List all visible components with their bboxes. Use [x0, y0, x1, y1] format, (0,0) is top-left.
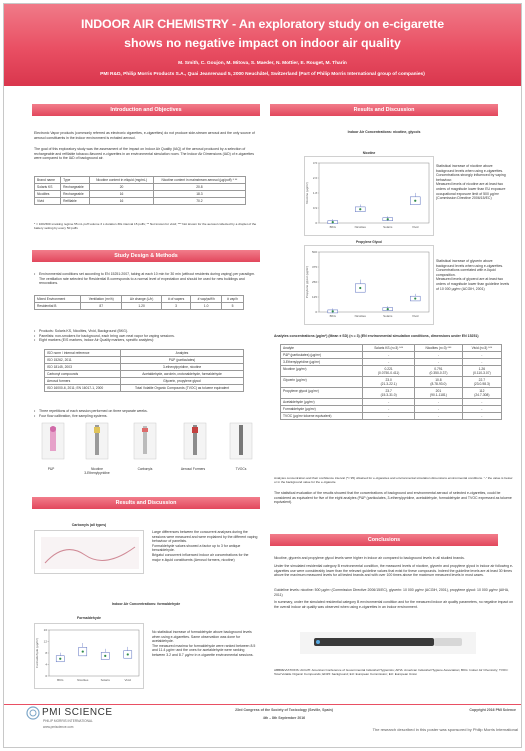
carbonyls-figure [34, 530, 144, 574]
conference-line-1: 23rd Congress of the Society of Toxicology (Seville, Spain) [235, 708, 333, 712]
table-row [281, 413, 502, 420]
authors: M. Smith, C. Goujon, M. Mitova, S. Maeder, N. Mottier, E. Rouget, M. Tharin [178, 61, 347, 66]
table-cell: 18.3 [153, 191, 245, 198]
table-cell: Refillable [61, 198, 90, 205]
figure-title-formaldehyde: Formaldehyde [77, 616, 101, 620]
poster-title-line1: INDOOR AIR CHEMISTRY - An exploratory study on e-cigarette [81, 17, 444, 31]
abbreviations: ABBREVIATIONS: ACGIH: American Conference of Governmental Industrial Hygienists; AIHA: American Industrial Hygiene Association; BKG: Indoor Air Chemistry; TVOC: Total Volatile Organic Compounds; EN15: background; EU: European Commission; EU: European Union [274, 668, 509, 677]
y-tick-label: 0 [315, 310, 317, 314]
table-header: # vap/puff/h [191, 296, 222, 303]
table-cell: - [363, 359, 415, 366]
table-cell: 20.8 [153, 184, 245, 191]
table-cell: - [462, 413, 501, 420]
table-cell: 1.0 [191, 303, 222, 310]
list-item: • Products: Solaris KS, Nicolites, Vivid, Background (BKG). [34, 329, 258, 334]
table-cell: Nicolites [35, 191, 61, 198]
products-table [34, 176, 246, 205]
table-header: ISO norm / internal reference [45, 350, 121, 357]
device-caption: P&P [47, 467, 55, 471]
ventilation-table [34, 295, 244, 310]
section-heading-intro: Introduction and Objectives [32, 104, 260, 116]
intro-paragraph-2: The goal of this exploratory study was the assessment of the impact on Indoor Air Quality (IAQ) of the aerosol produced by a selection of rechargeable and refillable tobacco-flavored e-cigarettes in an environmental simulation room. The Indoor Air Dimensions (IAD) of e-cigarettes were compared to the IAD of background air. [34, 147, 254, 161]
device-caption: Carbonyls [137, 467, 153, 471]
affiliation: PMI R&D, Philip Morris Products S.A., Quai Jeanrenaud 5, 2000 Neuchâtel, Switzerland (Part of Philip Morris International group of companies) [100, 72, 425, 77]
conference-line-2: 4th – 8th September 2016 [262, 716, 306, 720]
table-cell: Vivid [35, 198, 61, 205]
pmi-logo-subtitle: PHILIP MORRIS INTERNATIONAL [43, 719, 93, 723]
table-cell: ISO 16000-6, 2011; EN 16017-1, 2000 [45, 385, 121, 392]
formaldehyde-chart [34, 623, 144, 689]
table-header: Brand name [35, 177, 61, 184]
conclusion-4: In summary, under the simulated residential category B environmental condition and for the measured indoor air quality parameters, no negative impact on the overall indoor air quality was observed when using e-cigarettes in an indoor environment. [274, 600, 514, 609]
y-tick-label: 2.6 [312, 176, 317, 180]
device-photo-pp [42, 423, 64, 459]
data-point [332, 221, 334, 223]
table-cell: 20 [90, 184, 154, 191]
propylene-glycol-text: Statistical increase of glycerin above background levels when using e-cigarettes. Concentrations correlated with e-liquid composition. Measured levels of glycerol are at least two orders of magnitude lower than guideline levels of 10 000 µg/m³ (ACGIH, 2001) [436, 259, 510, 291]
y-axis-label: Nicotine (µg/m³) [305, 182, 309, 204]
y-tick-label: 125 [311, 295, 317, 299]
table-cell: - [363, 399, 415, 406]
table-note: * = 100x500 smoking regime 55 mL puff volume 3 s duration 30s interval 15 puffs; ** Not known for vivid; *** Not known for the aerosol collected by a droplet of the battery setting by every 50 puffs [34, 222, 257, 231]
table-cell: 5 [222, 303, 244, 310]
data-point [387, 308, 389, 310]
table-row [45, 385, 244, 392]
table-row [281, 359, 502, 366]
list-item: • Panelists: non-smokers for background, each bring own neat vapor for vaping sessions. [34, 334, 258, 339]
carbonyls-text: Large differences between the concurrent analyses during the sessions were measured and were explained by the different vaping behaviour of panelists. Formaldehyde values showed a factor up to 3 for antique benzaldehyde. Brigatul concurrent influenced indoor air concentrations for the major e-liquid constituents (Aerosol formers, nicotine) [152, 530, 258, 562]
table-cell: 3-ethenylpyridine, nicotine [121, 364, 244, 371]
table-cell: Acetaldehyde, acrolein, crotonaldehyde, formaldehyde [121, 371, 244, 378]
statistical-evaluation-text: The statistical evaluation of the results showed that the concentrations of background and environmental aerosol of selected e-cigarettes, could be considered as equivalent for five of the eight analytes (P&P (particulates, 3-ethenylpyridine, acetaldehyde, formaldehyde and TVOC expressed as toluene equivalent). [274, 491, 512, 505]
table-cell: ISO 18145, 2003 [45, 364, 121, 371]
table-cell: 1.26 (0.110-3.07) [462, 366, 501, 377]
table-header: Ventilation (m³/h) [81, 296, 122, 303]
data-point [104, 655, 106, 657]
table-header: Nicolites (n=3) *** [415, 345, 463, 352]
table-cell: TVOC (µg/m³ toluene equivalent) [281, 413, 363, 420]
table-cell: - [462, 359, 501, 366]
nicotine-chart [304, 156, 434, 236]
x-tick-label: Solaris [383, 225, 393, 229]
device-photo-nicotine [86, 423, 108, 459]
x-tick-label: Vivid [412, 314, 419, 318]
table-row [35, 191, 246, 198]
table-row [281, 377, 502, 388]
poster [3, 3, 522, 748]
propylene-glycol-chart [304, 245, 434, 325]
table-cell: Acetaldehyde (µg/m³) [281, 399, 363, 406]
table-cell: - [415, 359, 463, 366]
table-header: Air change (L/h) [122, 296, 161, 303]
y-tick-label: 3.5 [312, 161, 317, 165]
y-tick-label: 12 [43, 639, 47, 644]
section-heading-design: Study Design & Methods [32, 250, 260, 262]
table-cell: - [363, 406, 415, 413]
table-cell: Propylene glycol (µg/m³) [281, 388, 363, 399]
table-cell: - [363, 413, 415, 420]
table-cell: 201 (90.1-1181) [415, 388, 463, 399]
concentrations-heading: Indoor Air Concentrations: nicotine, glycols [347, 130, 421, 134]
table-cell: 1.20 [122, 303, 161, 310]
carbonyls-image [35, 531, 145, 575]
table-cell: 87 [81, 303, 122, 310]
table-row [45, 378, 244, 385]
data-point [359, 208, 361, 210]
table-cell: 16 [90, 191, 154, 198]
device-caption: TVOCs [235, 467, 247, 471]
y-tick-label: 8 [45, 651, 47, 655]
data-point [387, 218, 389, 220]
list-item: • Four flow calibration, five sampling systems. [34, 414, 258, 419]
table-header: # vap/h [222, 296, 244, 303]
pmi-logo-icon [26, 706, 40, 720]
device-photo-aerosol-formers [184, 423, 206, 459]
nicotine-text: Statistical increase of nicotine above background levels when using e-cigarettes. Concentrations strongly influenced by vaping behaviour. Measured levels of nicotine are at least two orders of magnitude lower than EU exposure occupational exposure limit of 500 µg/m³ (Commission Directive 2006/15/EC) [436, 164, 506, 201]
x-tick-label: BKG [329, 225, 336, 229]
table-cell: Residential B [35, 303, 81, 310]
table-header: Type [61, 177, 90, 184]
figure-title-propylene-glycol: Propylene Glycol [355, 240, 383, 244]
device-caption: Aerosol Formers [180, 467, 206, 471]
plot-frame [319, 163, 429, 223]
data-point [414, 297, 416, 299]
table-row [35, 198, 246, 205]
sampling-devices-figure [34, 419, 260, 484]
y-tick-label: 0 [45, 674, 47, 678]
data-point [127, 653, 129, 655]
figure-title-carbonyls: Carbonyls (all types) [71, 523, 107, 527]
propylene-glycol-chart-svg [305, 246, 435, 326]
table-header: Solaris KS (n=3) *** [363, 345, 415, 352]
section-heading-results-left: Results and Discussion [32, 497, 260, 509]
table-header: Nicotine content in eliquid (mg/mL) [90, 177, 154, 184]
data-point [359, 287, 361, 289]
table-row [281, 399, 502, 406]
formaldehyde-text: No statistical increase of formaldehyde above background levels when using e-cigarettes. Same observation was done for acetaldehyde. The measured maxima for formaldehyde were ranked between 8.5 and 11.4 µg/m³ and the ones for acetaldehyde were ranking between 3.2 and 8.7 µg/m³ in e-cigarette environmental sessions. [152, 630, 256, 657]
x-tick-label: Solaris [100, 678, 110, 682]
table-cell: Solaris KS [35, 184, 61, 191]
table-cell: Carbonyl compounds [45, 371, 121, 378]
pmi-url: www.pmiscience.com [43, 725, 74, 729]
y-tick-label: 250 [311, 280, 317, 284]
concentrations-table [280, 344, 502, 420]
y-tick-label: 0.9 [312, 206, 317, 210]
table-cell: P&P (particulates) (µg/m³) [281, 352, 363, 359]
table-cell: - [462, 406, 501, 413]
data-point [332, 310, 334, 312]
table-row [45, 364, 244, 371]
table-cell: - [462, 399, 501, 406]
table-cell: - [415, 406, 463, 413]
table-cell: 10.8 (8.78-93.0) [415, 377, 463, 388]
y-tick-label: 16 [43, 628, 47, 632]
e-cigarette-photo [294, 626, 484, 660]
table-row [35, 303, 244, 310]
table-cell: Rechargeable [61, 191, 90, 198]
table-cell: Nicotine (µg/m³) [281, 366, 363, 377]
table-cell: - [363, 352, 415, 359]
title-banner [4, 4, 521, 86]
concentrations-table-note: Analytes concentration and their confidence interval (*= 95) obtained for e-cigarettes and environmental simulation dimensions environmental conditions. "-" the value is below or in the background value for the e-cigarette [274, 476, 513, 485]
conclusion-1: Nicotine, glycerin and propylene glycol levels were higher in indoor air compared to background levels in all studied brands. [274, 556, 465, 560]
table-header: Vivid (n=3) *** [462, 345, 501, 352]
table-row [281, 406, 502, 413]
table-cell: 112 (24.7-308) [462, 388, 501, 399]
conclusion-3: Guideline levels: nicotine: 500 µg/m³ (Commission Directive 2006/15/EC), glycerin: 10 000 µg/m³ (ACGIH, 2001), propylene glycol: 10 000 µg/m³ (AIHA, 2011) [274, 588, 510, 597]
y-tick-label: 0 [315, 221, 317, 225]
list-item: • Three repetitions of each session performed on three separate weeks. [34, 409, 258, 414]
table-cell: 22.7 (23.0-98.3) [462, 377, 501, 388]
poster-title-line2: shows no negative impact on indoor air quality [124, 36, 401, 50]
device-caption: Nicotine 3-Ethenylpyridine [84, 467, 110, 475]
device-photo-tvoc [230, 423, 252, 459]
markers-table [44, 349, 244, 392]
table-cell: - [415, 352, 463, 359]
table-cell: - [415, 413, 463, 420]
table-cell: 23.0 (21.3-22.1) [363, 377, 415, 388]
figure-title-nicotine: Nicotine [362, 151, 376, 155]
table-cell: 3 [161, 303, 191, 310]
table-row [281, 352, 502, 359]
design-bullets-3 [34, 409, 258, 418]
table-cell: - [462, 352, 501, 359]
y-tick-label: 500 [311, 250, 317, 254]
table-cell: Glycerin (µg/m³) [281, 377, 363, 388]
section-heading-results-right: Results and Discussion [270, 104, 498, 116]
table-header: Nicotine content in mainstream aerosol (µg/puff) * ** [153, 177, 245, 184]
nicotine-chart-svg [305, 157, 435, 237]
table-cell: - [415, 399, 463, 406]
table-cell: 0.791 (0.350-0.37) [415, 366, 463, 377]
device-photo-carbonyls [134, 423, 156, 459]
formaldehyde-heading: Indoor Air Concentrations: formaldehyde [111, 602, 181, 606]
data-point [82, 650, 84, 652]
table-cell: Glycerin, propylene glycol [121, 378, 244, 385]
list-item: • Eight markers (E/S markers, indoor Air Quality markers, specific analytes): [34, 338, 258, 343]
intro-paragraph-1: Electronic Vapor products (commonly referred as electronic cigarettes, e-cigarettes) do not produce side-stream aerosol and the only source of aerosol constituents in the indoor environment is exhaled aerosol. [34, 131, 255, 140]
table-header: Analyte [281, 345, 363, 352]
table-cell: Rechargeable [61, 184, 90, 191]
table-header: # of vapers [161, 296, 191, 303]
table-cell: Total Volatile Organic Compounds (TVOC) as toluene equivalent [121, 385, 244, 392]
x-tick-label: Nicolites [354, 225, 366, 229]
design-bullets-1 [34, 272, 258, 286]
table-row [35, 184, 246, 191]
pmi-logo-text: PMI SCIENCE [42, 707, 113, 718]
concentrations-table-caption: Analytes concentrations (µg/m³) (Mean ± SD) (n = 3) (EN environmental simulation conditions, dimensions under EN 15251) [274, 334, 479, 338]
y-tick-label: 4 [45, 662, 47, 667]
table-cell: Formaldehyde (µg/m³) [281, 406, 363, 413]
copyright: Copyright 2016 PMI Science [469, 708, 516, 712]
section-heading-conclusions: Conclusions [270, 534, 498, 546]
plot-frame [319, 252, 429, 312]
table-cell: ISO 15262, 2011 [45, 357, 121, 364]
y-tick-label: 375 [311, 265, 317, 269]
table-cell: 0.221 (0.0750-0.411) [363, 366, 415, 377]
table-row [281, 366, 502, 377]
x-tick-label: Vivid [412, 225, 419, 229]
footer-divider [4, 704, 521, 705]
table-cell: 70.2 [153, 198, 245, 205]
table-row [45, 371, 244, 378]
data-point [59, 658, 61, 660]
table-cell: 16 [90, 198, 154, 205]
formaldehyde-chart-svg [35, 624, 145, 690]
table-cell: P&P (particulates) [121, 357, 244, 364]
x-tick-label: BKG [57, 678, 64, 682]
conclusion-2: Under the simulated residential category B environmental condition, the measured levels of nicotine, glycerin and propylene glycol in indoor air following e-cigarettes use were considerably lower than the relevant guideline values that exist for these compounds. Indeed the guideline levels are at least 30 times above the maximum measured levels for all tested brands and with over 100 times above the maximum measured levels in most cases. [274, 564, 514, 578]
data-point [414, 200, 416, 202]
y-axis-label: Formaldehyde (µg/m³) [35, 638, 39, 668]
list-item: • Environmental conditions set according to EN 15251:2007, taking at each 10 min for 30 min (without residents during vaping) per paradigm. The ventilation rate selected for Residential B corresponds to a normal level of expectation and should be used for new buildings and renovations. [34, 272, 258, 286]
table-cell: Aerosol formers [45, 378, 121, 385]
x-tick-label: Nicolites [354, 314, 366, 318]
table-row [45, 357, 244, 364]
y-axis-label: Propylene glycol (µg/m³) [305, 265, 309, 299]
table-cell: 23.7 (15.3-31.0) [363, 388, 415, 399]
sponsor-statement: The research described in this poster was sponsored by Philip Morris International [372, 727, 518, 732]
x-tick-label: BKG [329, 314, 336, 318]
x-tick-label: Vivid [124, 678, 131, 682]
table-header: Analytes [121, 350, 244, 357]
design-bullets-2 [34, 329, 258, 343]
x-tick-label: Nicolites [77, 678, 89, 682]
table-cell: 3-Ethenylpyridine (µg/m³) [281, 359, 363, 366]
table-header: Mixed Environment [35, 296, 81, 303]
y-tick-label: 1.8 [312, 191, 317, 195]
table-row [281, 388, 502, 399]
x-tick-label: Solaris [383, 314, 393, 318]
